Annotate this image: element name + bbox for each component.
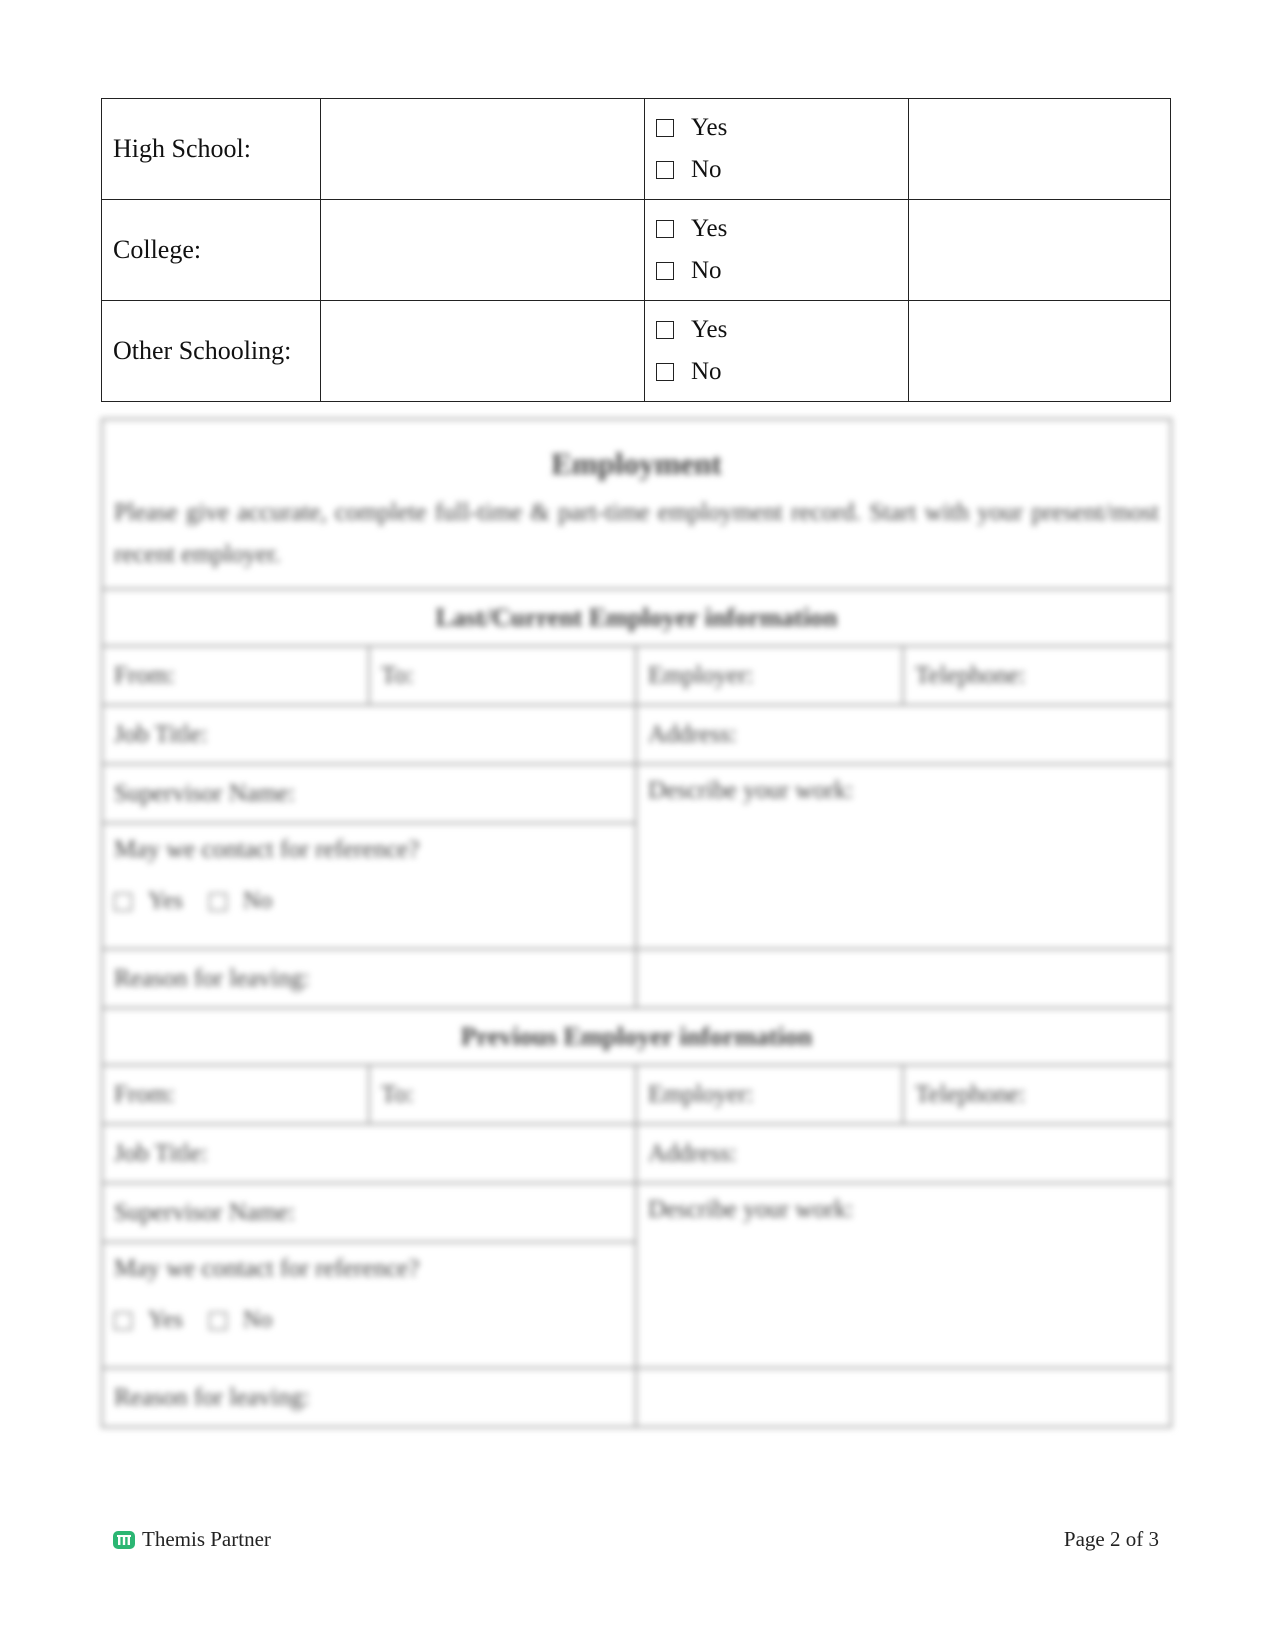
- to-field[interactable]: To:: [369, 1065, 636, 1124]
- previous-employer-heading: Previous Employer information: [102, 1008, 1171, 1065]
- option-no-label: No: [691, 156, 722, 183]
- reference-cell: [102, 823, 636, 949]
- checkbox-icon[interactable]: [114, 1312, 132, 1330]
- checkbox-icon[interactable]: [656, 262, 674, 280]
- supervisor-field[interactable]: Supervisor Name:: [102, 764, 636, 823]
- reference-cell: [102, 1242, 636, 1368]
- option-no[interactable]: [656, 351, 897, 393]
- option-yes[interactable]: [656, 208, 897, 250]
- reference-yes-label: Yes: [148, 1307, 183, 1333]
- telephone-field[interactable]: Telephone:: [903, 646, 1171, 705]
- address-field[interactable]: Address:: [636, 705, 1171, 764]
- supervisor-field[interactable]: Supervisor Name:: [102, 1183, 636, 1242]
- employment-table: [101, 418, 1172, 1428]
- themis-logo-icon: [112, 1529, 136, 1551]
- reference-yes-label: Yes: [148, 888, 183, 914]
- education-label: College:: [102, 200, 321, 301]
- graduated-options: [645, 99, 909, 200]
- checkbox-icon[interactable]: [656, 220, 674, 238]
- reference-question: May we contact for reference?: [114, 836, 420, 863]
- current-employer-heading: Last/Current Employer information: [102, 589, 1171, 646]
- reference-options: [114, 888, 624, 915]
- checkbox-icon[interactable]: [656, 119, 674, 137]
- education-row-other: [102, 301, 1171, 402]
- graduated-options: [645, 301, 909, 402]
- education-label: Other Schooling:: [102, 301, 321, 402]
- option-no[interactable]: [656, 149, 897, 191]
- from-field[interactable]: From:: [102, 646, 369, 705]
- reference-no-label: No: [242, 1307, 273, 1333]
- checkbox-icon[interactable]: [209, 893, 227, 911]
- education-table: [101, 98, 1171, 402]
- reference-no-label: No: [242, 888, 273, 914]
- footer-brand: [112, 1527, 271, 1552]
- school-name-field[interactable]: [321, 301, 645, 402]
- reason-leaving-field[interactable]: Reason for leaving:: [102, 1368, 636, 1427]
- checkbox-icon[interactable]: [656, 321, 674, 339]
- degree-field[interactable]: [909, 200, 1171, 301]
- education-label: High School:: [102, 99, 321, 200]
- option-no-label: No: [691, 358, 722, 385]
- checkbox-icon[interactable]: [114, 893, 132, 911]
- from-field[interactable]: From:: [102, 1065, 369, 1124]
- option-yes-label: Yes: [691, 114, 728, 141]
- option-yes[interactable]: [656, 107, 897, 149]
- degree-field[interactable]: [909, 99, 1171, 200]
- option-no-label: No: [691, 257, 722, 284]
- option-yes-label: Yes: [691, 316, 728, 343]
- education-row-college: [102, 200, 1171, 301]
- checkbox-icon[interactable]: [656, 363, 674, 381]
- employment-section: [101, 418, 1170, 1428]
- address-field[interactable]: Address:: [636, 1124, 1171, 1183]
- brand-name: Themis Partner: [142, 1527, 271, 1551]
- describe-work-field[interactable]: Describe your work:: [636, 764, 1171, 949]
- telephone-field[interactable]: Telephone:: [903, 1065, 1171, 1124]
- school-name-field[interactable]: [321, 200, 645, 301]
- option-yes-label: Yes: [691, 215, 728, 242]
- blank-cell: [636, 1368, 1171, 1427]
- graduated-options: [645, 200, 909, 301]
- employment-title: Employment: [102, 419, 1171, 486]
- employer-field[interactable]: Employer:: [636, 1065, 903, 1124]
- reference-question: May we contact for reference?: [114, 1255, 420, 1282]
- blank-cell: [636, 949, 1171, 1008]
- page-number: Page 2 of 3: [1063, 1527, 1159, 1551]
- degree-field[interactable]: [909, 301, 1171, 402]
- checkbox-icon[interactable]: [209, 1312, 227, 1330]
- reason-leaving-field[interactable]: Reason for leaving:: [102, 949, 636, 1008]
- to-field[interactable]: To:: [369, 646, 636, 705]
- checkbox-icon[interactable]: [656, 161, 674, 179]
- school-name-field[interactable]: [321, 99, 645, 200]
- reference-options: [114, 1307, 624, 1334]
- option-no[interactable]: [656, 250, 897, 292]
- employment-intro: Please give accurate, complete full-time & part-time employment record. Start with your present/most recent employer.: [102, 486, 1171, 589]
- describe-work-field[interactable]: Describe your work:: [636, 1183, 1171, 1368]
- job-title-field[interactable]: Job Title:: [102, 1124, 636, 1183]
- employer-field[interactable]: Employer:: [636, 646, 903, 705]
- education-row-high-school: [102, 99, 1171, 200]
- job-title-field[interactable]: Job Title:: [102, 705, 636, 764]
- option-yes[interactable]: [656, 309, 897, 351]
